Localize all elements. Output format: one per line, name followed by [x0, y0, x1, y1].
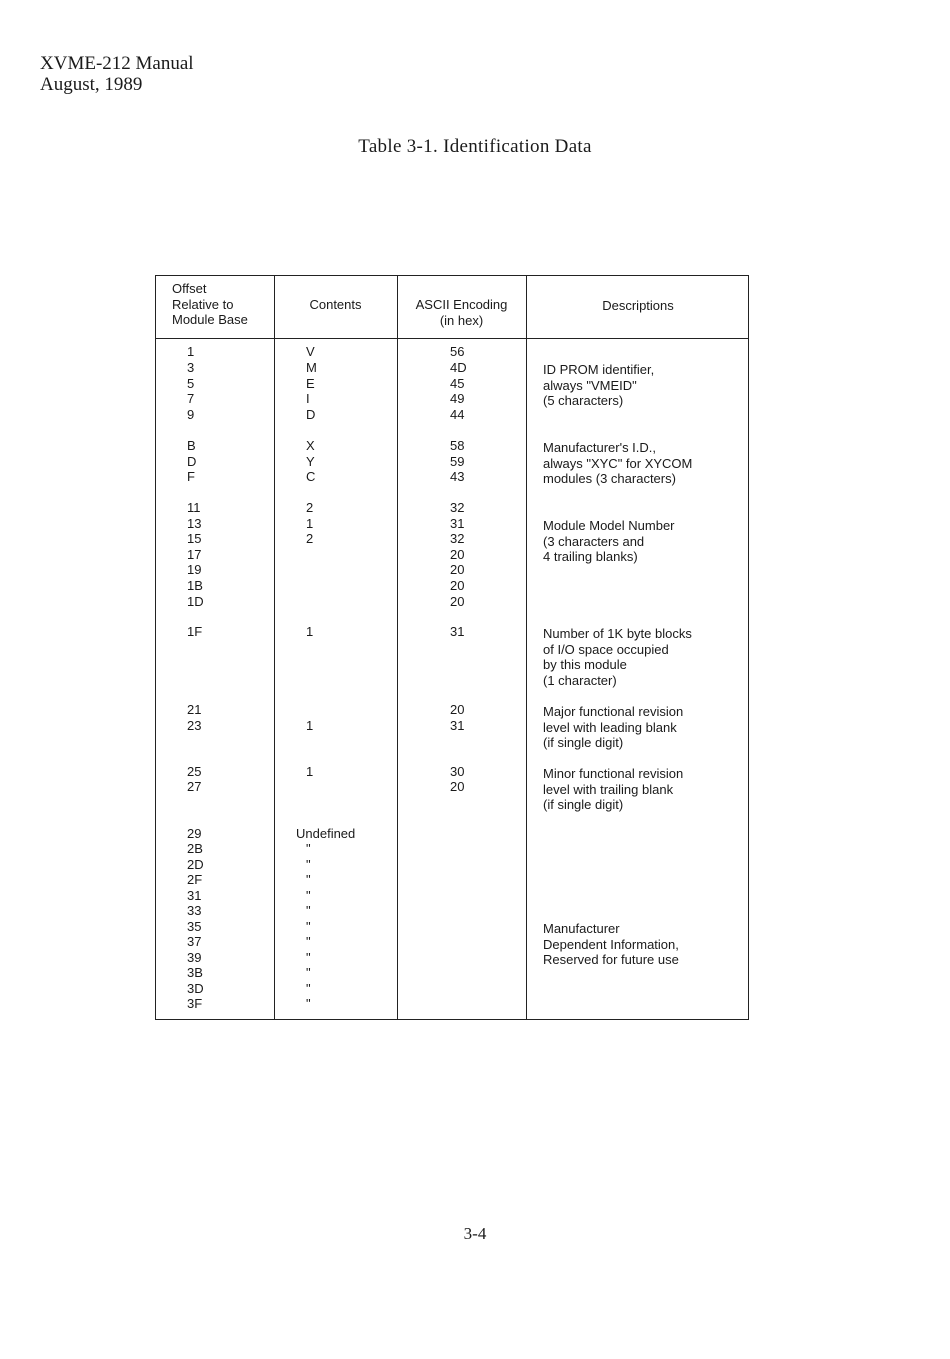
- offset-cell: 3F: [187, 996, 203, 1011]
- offset-cell: 5: [187, 376, 195, 391]
- offset-cell: 9: [187, 407, 195, 422]
- description-line: by this module: [543, 657, 627, 672]
- header-offset-line: Module Base: [172, 312, 248, 327]
- contents-cell: ": [306, 872, 311, 887]
- description-line: (5 characters): [543, 393, 624, 408]
- contents-cell: ": [306, 919, 311, 934]
- description-line: modules (3 characters): [543, 471, 676, 486]
- header-offset: [172, 281, 248, 328]
- contents-cell: D: [306, 407, 316, 422]
- offset-cell: 3B: [187, 965, 203, 980]
- manual-date: August, 1989: [40, 74, 143, 95]
- description-line: Dependent Information,: [543, 936, 679, 952]
- offset-cell: 29: [187, 826, 202, 841]
- description-line: always "XYC" for XYCOM: [543, 455, 693, 471]
- header-offset-line: Relative to: [172, 296, 234, 312]
- offset-cell: 1B: [187, 578, 203, 593]
- header-ascii-line: ASCII Encoding: [415, 297, 508, 312]
- description-line: Module Model Number: [543, 518, 675, 533]
- offset-cell: 1F: [187, 624, 203, 639]
- offset-cell: 17: [187, 547, 202, 562]
- ascii-cell: 32: [450, 531, 465, 546]
- description-line: (if single digit): [543, 797, 624, 812]
- offset-cell: 19: [187, 562, 202, 577]
- contents-cell: 1: [306, 516, 314, 531]
- description-line: ID PROM identifier,: [543, 362, 655, 377]
- contents-cell: ": [306, 981, 311, 996]
- offset-cell: B: [187, 438, 196, 453]
- ascii-cell: 58: [450, 438, 465, 453]
- contents-cell: ": [306, 996, 311, 1011]
- header-divider: [156, 338, 748, 339]
- offset-cell: F: [187, 469, 195, 484]
- ascii-cell: 32: [450, 500, 465, 515]
- table-caption-title: Identification Data: [443, 136, 592, 157]
- contents-cell: X: [306, 438, 315, 453]
- offset-cell: 3D: [187, 981, 204, 996]
- description-line: Manufacturer's I.D.,: [543, 440, 657, 455]
- offset-cell: 31: [187, 888, 202, 903]
- description-line: (if single digit): [543, 735, 624, 750]
- ascii-cell: 20: [450, 594, 465, 609]
- offset-cell: 7: [187, 391, 195, 406]
- description-line: Reserved for future use: [543, 952, 679, 967]
- ascii-cell: 59: [450, 454, 465, 469]
- offset-cell: 25: [187, 764, 202, 779]
- contents-cell: 2: [306, 500, 314, 515]
- ascii-cell: 4D: [450, 360, 467, 375]
- offset-cell: 23: [187, 718, 202, 733]
- contents-cell: ": [306, 841, 311, 856]
- contents-cell: Undefined: [296, 826, 356, 841]
- offset-cell: 13: [187, 516, 202, 531]
- offset-cell: 2D: [187, 857, 204, 872]
- header-descriptions: Descriptions: [602, 298, 674, 313]
- contents-cell: V: [306, 344, 315, 359]
- contents-cell: C: [306, 469, 316, 484]
- table-caption-label: Table 3-1.: [358, 136, 439, 157]
- offset-cell: 33: [187, 903, 202, 918]
- header-contents: Contents: [309, 297, 362, 312]
- column-divider: [397, 276, 398, 1019]
- offset-cell: 1D: [187, 594, 204, 609]
- table-caption: [0, 136, 950, 158]
- ascii-cell: 20: [450, 547, 465, 562]
- offset-cell: 27: [187, 779, 202, 794]
- ascii-cell: 30: [450, 764, 465, 779]
- contents-cell: ": [306, 950, 311, 965]
- contents-cell: 1: [306, 718, 314, 733]
- description-line: (1 character): [543, 672, 617, 688]
- contents-cell: E: [306, 376, 315, 391]
- offset-cell: 21: [187, 702, 202, 717]
- ascii-cell: 20: [450, 562, 465, 577]
- ascii-cell: 31: [450, 718, 465, 733]
- ascii-cell: 49: [450, 391, 465, 406]
- ascii-cell: 44: [450, 407, 465, 422]
- contents-cell: 1: [306, 764, 314, 779]
- contents-cell: ": [306, 965, 311, 980]
- offset-cell: D: [187, 454, 197, 469]
- contents-cell: ": [306, 934, 311, 949]
- offset-cell: 3: [187, 360, 195, 375]
- ascii-cell: 56: [450, 344, 465, 359]
- contents-cell: M: [306, 360, 317, 375]
- column-divider: [274, 276, 275, 1019]
- description-line: Manufacturer: [543, 921, 620, 936]
- ascii-cell: 45: [450, 376, 465, 391]
- column-divider: [526, 276, 527, 1019]
- ascii-cell: 31: [450, 516, 465, 531]
- description-line: level with trailing blank: [543, 781, 674, 797]
- ascii-cell: 43: [450, 469, 465, 484]
- ascii-cell: 20: [450, 702, 465, 717]
- description-line: 4 trailing blanks): [543, 549, 638, 564]
- contents-cell: I: [306, 391, 310, 406]
- offset-cell: 37: [187, 934, 202, 949]
- contents-cell: ": [306, 888, 311, 903]
- ascii-cell: 20: [450, 578, 465, 593]
- manual-title: XVME-212 Manual: [40, 53, 194, 74]
- contents-cell: ": [306, 857, 311, 872]
- description-line: (3 characters and: [543, 533, 645, 549]
- contents-cell: ": [306, 903, 311, 918]
- document-header: [40, 53, 194, 95]
- contents-cell: 2: [306, 531, 314, 546]
- offset-cell: 39: [187, 950, 202, 965]
- description-line: Major functional revision: [543, 704, 684, 719]
- description-line: of I/O space occupied: [543, 641, 669, 657]
- description-line: always "VMEID": [543, 377, 637, 393]
- description-line: level with leading blank: [543, 719, 677, 735]
- contents-cell: 1: [306, 624, 314, 639]
- offset-cell: 35: [187, 919, 202, 934]
- offset-cell: 2B: [187, 841, 203, 856]
- offset-cell: 15: [187, 531, 202, 546]
- header-ascii-line: (in hex): [439, 312, 484, 328]
- offset-cell: 1: [187, 344, 195, 359]
- identification-data-table: [155, 275, 749, 1020]
- ascii-cell: 31: [450, 624, 465, 639]
- header-offset-line: Offset: [172, 281, 207, 296]
- description-line: Number of 1K byte blocks: [543, 626, 692, 641]
- page-number: 3-4: [463, 1224, 487, 1243]
- ascii-cell: 20: [450, 779, 465, 794]
- description-line: Minor functional revision: [543, 766, 684, 781]
- header-ascii: [397, 297, 526, 328]
- offset-cell: 11: [187, 500, 201, 515]
- offset-cell: 2F: [187, 872, 203, 887]
- contents-cell: Y: [306, 454, 315, 469]
